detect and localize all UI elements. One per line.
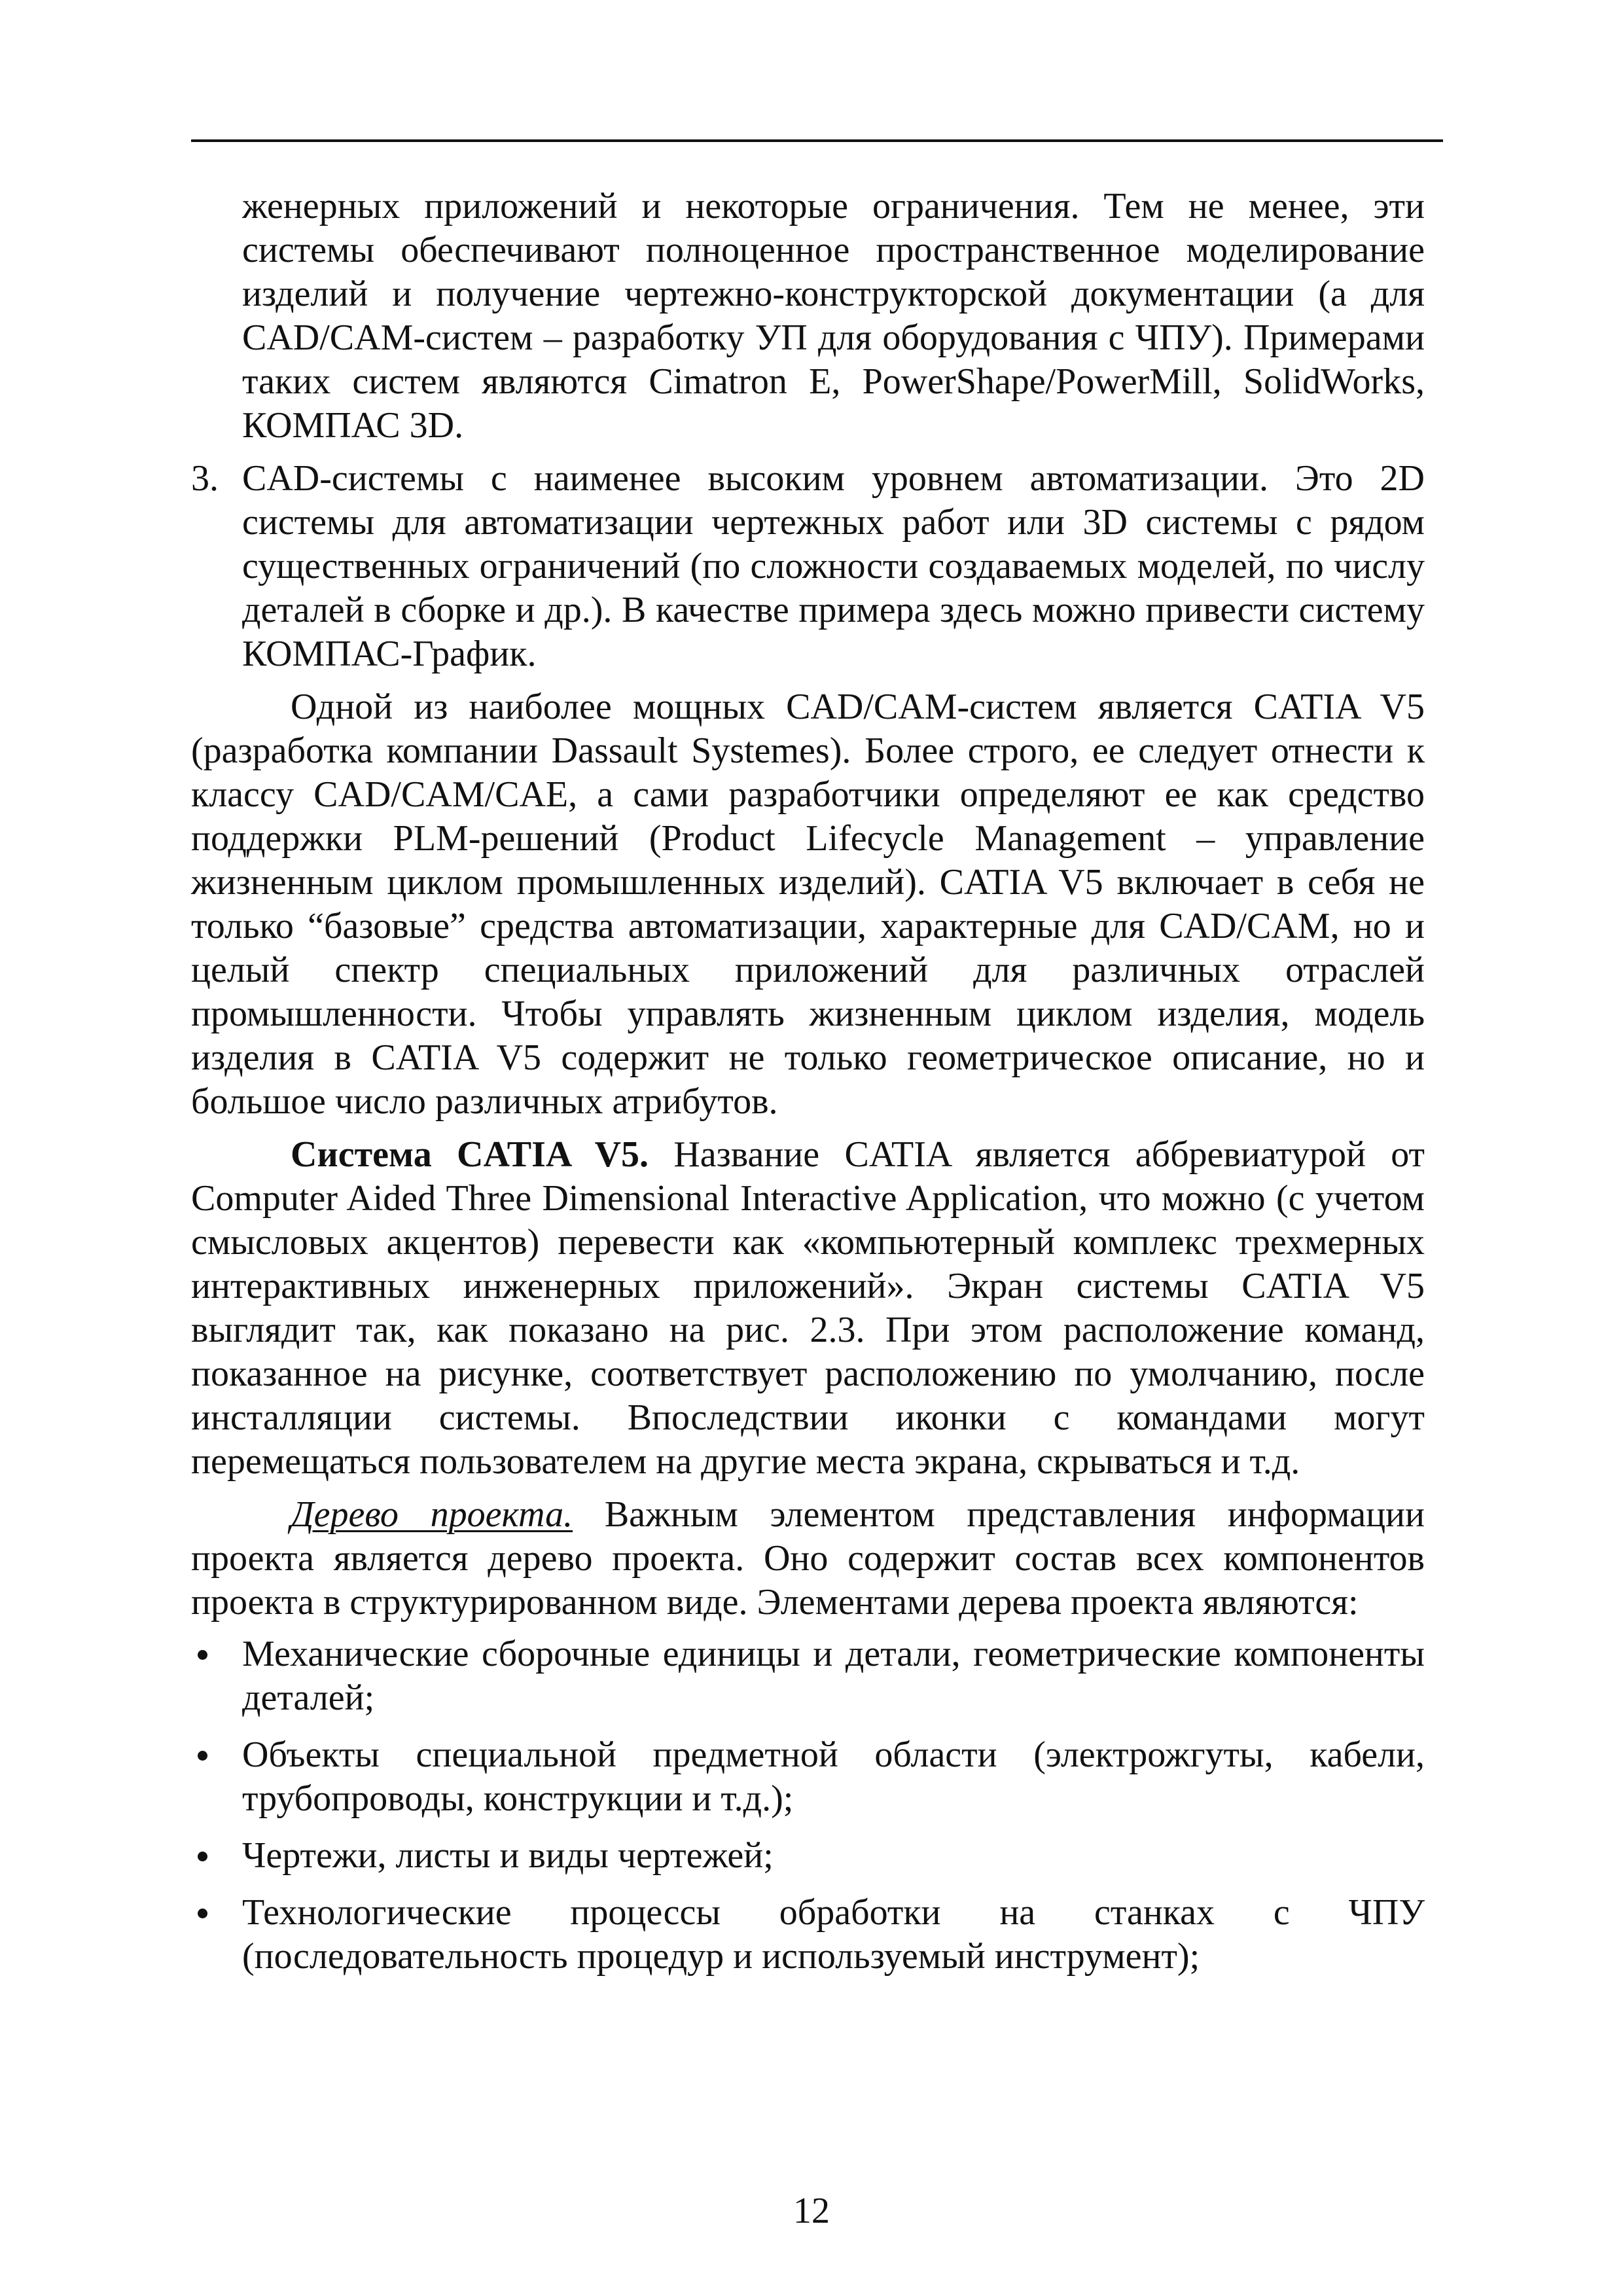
page-number: 12 [793,2191,830,2231]
page-body [191,185,1425,1979]
paragraph-text: Название CATIA является аббревиатурой от Computer Aided Three Dimensional Interactive Application, что можно (с учетом смысловых акцентов) перевести как «компьютерный комплекс трехмерных интерактивных инженерных приложений». Экран системы CATIA V5 выглядит так, как показано на рис. 2.3. При этом расположение команд, показанное на рисунке, соответствует расположению по умолчанию, после инсталляции системы. Впоследствии иконки с командами могут перемещаться пользователем на другие места экрана, скрываться и т.д. [191,1134,1425,1482]
list-item-text: Технологические процессы обработки на станках с ЧПУ (последовательность процедур и используемый инструмент); [242,1892,1425,1977]
bullet-list [191,1632,1425,1979]
list-item [191,1632,1425,1720]
run-in-heading-system: Система CATIA V5. [291,1134,649,1175]
paragraph-system-catia [191,1133,1425,1484]
list-item-text: Механические сборочные единицы и детали, геометрические компоненты деталей; [242,1634,1425,1718]
numbered-item-3 [191,457,1425,676]
list-item-text: Объекты специальной предметной области (электрожгуты, кабели, трубопроводы, конструкции и т.д.); [242,1734,1425,1819]
item-text: CAD-системы с наименее высоким уровнем автоматизации. Это 2D системы для автоматизации чертежных работ или 3D системы с рядом существенных ограничений (по сложности создаваемых моделей, по числу деталей в сборке и др.). В качестве примера здесь можно привести систему КОМПАС-График. [242,458,1425,674]
continuation-paragraph: женерных приложений и некоторые ограничения. Тем не менее, эти системы обеспечивают полноценное пространственное моделирование изделий и получение чертежно-конструкторской документации (а для CAD/CAM-систем – разработку УП для оборудования с ЧПУ). Примерами таких систем являются Cimatron E, PowerShape/PowerMill, SolidWorks, КОМПАС 3D. [242,186,1425,446]
list-item [191,1834,1425,1878]
paragraph-text: Важным элементом представления информации проекта является дерево проекта. Оно содержит состав всех компонентов проекта в структурированном виде. Элементами дерева проекта являются: [191,1494,1425,1623]
paragraph-project-tree [191,1493,1425,1624]
bullet-icon [198,1909,207,1918]
list-item [191,1733,1425,1821]
list-item-text: Чертежи, листы и виды чертежей; [242,1835,774,1876]
bullet-icon [198,1852,207,1861]
item-number: 3. [191,458,219,499]
run-in-heading-tree: Дерево проекта. [291,1494,573,1535]
paragraph-catia-intro: Одной из наиболее мощных CAD/CAM-систем является CATIA V5 (разработка компании Dassault Systemes). Более строго, ее следует отнести к классу CAD/CAM/CAE, а сами разработчики определяют ее как средство поддержки PLM-решений (Product Lifecycle Management – управление жизненным циклом промышленных изделий). CATIA V5 включает в себя не только “базовые” средства автоматизации, характерные для CAD/CAM, но и целый спектр специальных приложений для различных отраслей промышленности. Чтобы управлять жизненным циклом изделия, модель изделия в CATIA V5 содержит не только геометрическое описание, но и большое число различных атрибутов. [191,687,1425,1122]
list-item [191,1891,1425,1979]
bullet-icon [198,1751,207,1761]
bullet-icon [198,1650,207,1660]
header-rule [191,139,1443,142]
